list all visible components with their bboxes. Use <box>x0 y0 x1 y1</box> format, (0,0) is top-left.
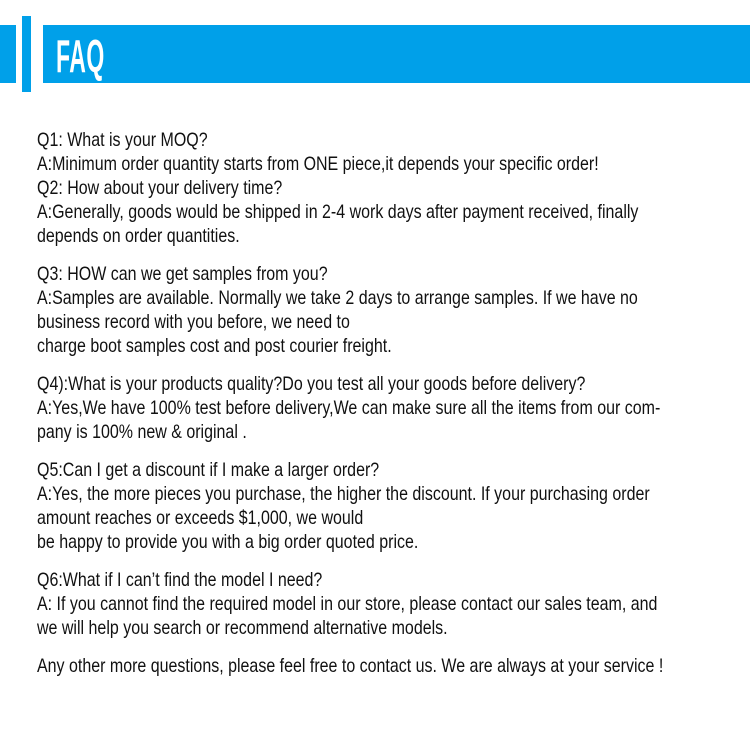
faq-content <box>37 128 750 692</box>
faq-line: A: If you cannot find the required model in our store, please contact our sales team, and <box>37 593 658 615</box>
faq-line: Q5:Can I get a discount if I make a larger order? <box>37 459 380 481</box>
faq-line: A:Yes,We have 100% test before delivery,We can make sure all the items from our com- <box>37 397 661 419</box>
faq-line: charge boot samples cost and post courier freight. <box>37 335 392 357</box>
faq-line: Q6:What if I can’t find the model I need? <box>37 569 323 591</box>
faq-line: Q4):What is your products quality?Do you test all your goods before delivery? <box>37 373 586 395</box>
faq-line: Any other more questions, please feel free to contact us. We are always at your service ! <box>37 655 664 677</box>
faq-line: pany is 100% new & original . <box>37 421 247 443</box>
faq-line: Q3: HOW can we get samples from you? <box>37 263 328 285</box>
faq-block <box>37 654 750 678</box>
faq-block <box>37 128 750 248</box>
faq-line: A:Yes, the more pieces you purchase, the higher the discount. If your purchasing order <box>37 483 650 505</box>
faq-line: A:Generally, goods would be shipped in 2-4 work days after payment received, finally <box>37 201 639 223</box>
header-band <box>43 25 750 83</box>
faq-block <box>37 568 750 640</box>
header-accent-block <box>0 25 16 83</box>
faq-block <box>37 372 750 444</box>
faq-block <box>37 458 750 554</box>
faq-line: we will help you search or recommend alternative models. <box>37 617 448 639</box>
faq-block <box>37 262 750 358</box>
faq-line: Q1: What is your MOQ? <box>37 129 208 151</box>
faq-line: business record with you before, we need to <box>37 311 350 333</box>
faq-line: Q2: How about your delivery time? <box>37 177 283 199</box>
header-accent-stripe <box>22 16 31 92</box>
faq-line: A:Samples are available. Normally we take 2 days to arrange samples. If we have no <box>37 287 638 309</box>
faq-line: A:Minimum order quantity starts from ONE piece,it depends your specific order! <box>37 153 599 175</box>
faq-line: amount reaches or exceeds $1,000, we would <box>37 507 364 529</box>
page-title: FAQ <box>56 30 105 82</box>
faq-line: depends on order quantities. <box>37 225 240 247</box>
faq-line: be happy to provide you with a big order quoted price. <box>37 531 419 553</box>
